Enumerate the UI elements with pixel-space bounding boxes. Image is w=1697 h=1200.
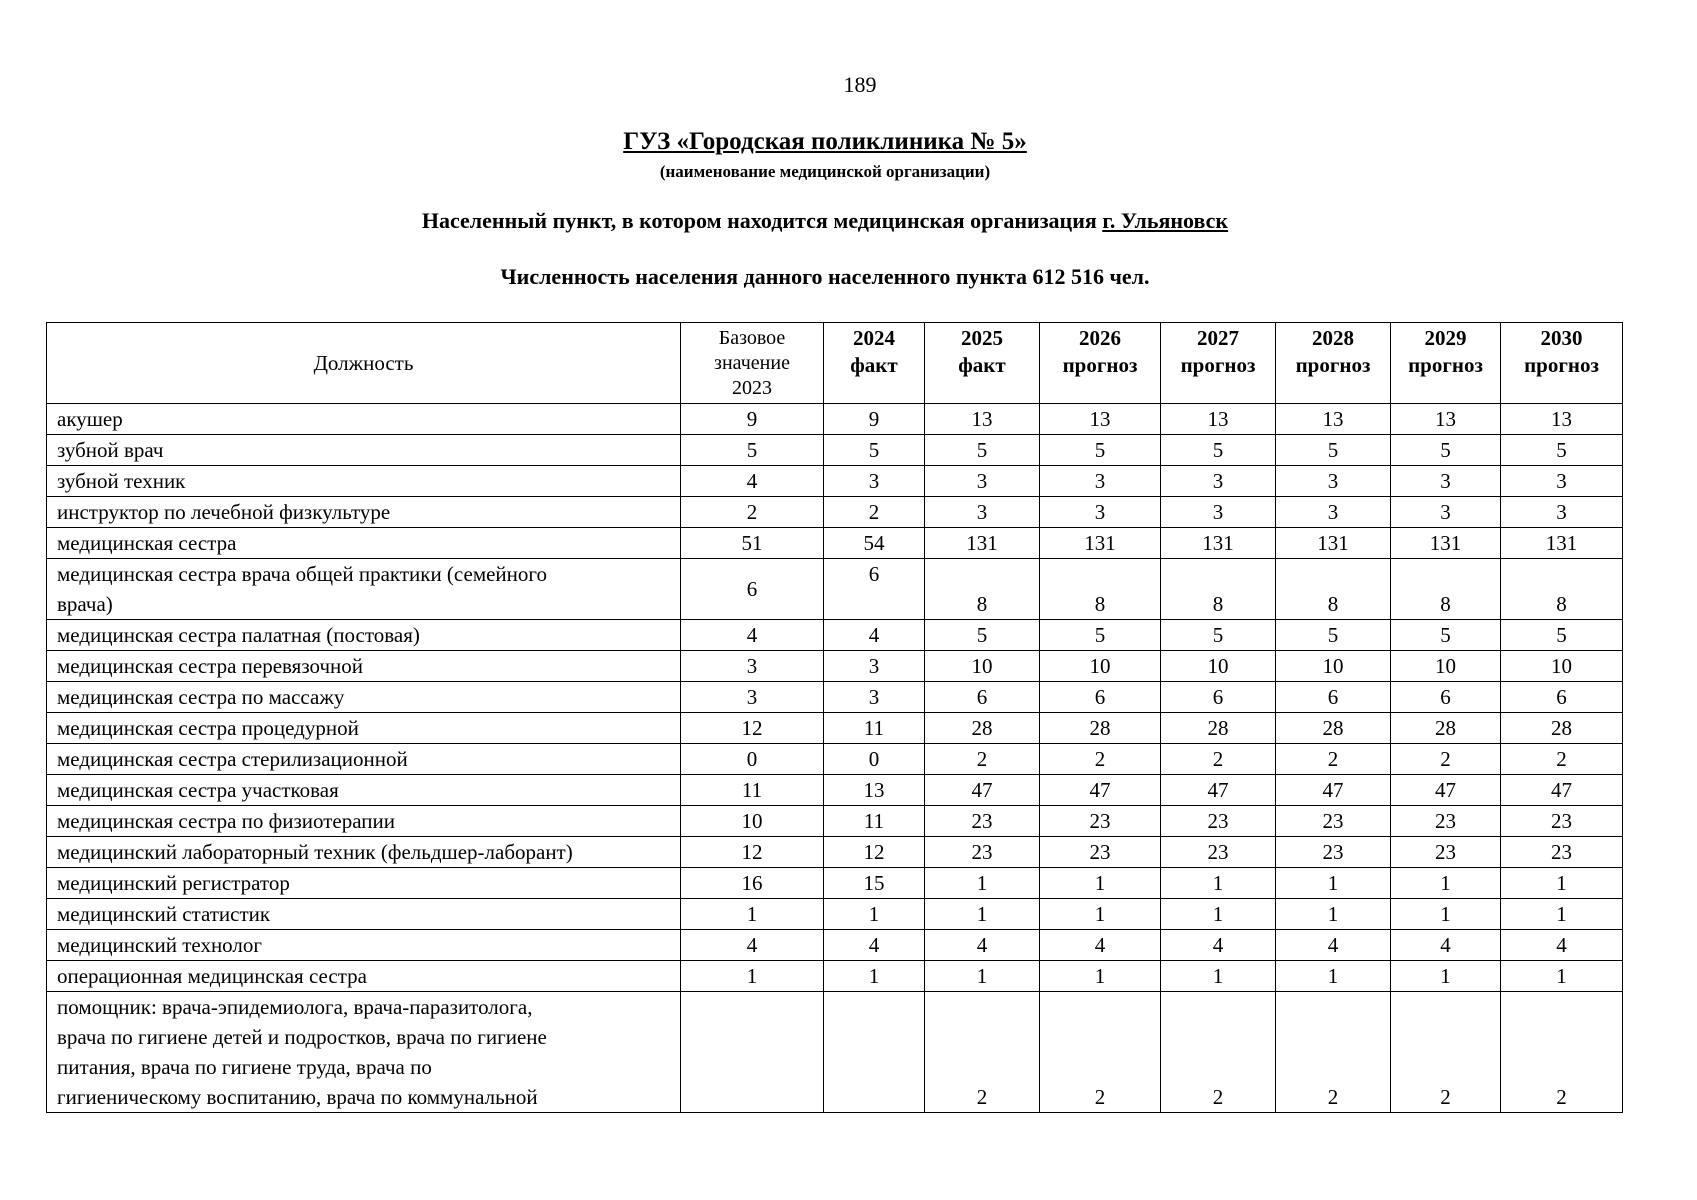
base-value-cell: 51 — [681, 528, 824, 559]
year-value-cell: 0 — [824, 744, 925, 775]
year-value-cell: 1 — [1040, 961, 1161, 992]
table-row — [47, 559, 1623, 620]
year-value-cell: 131 — [1276, 528, 1391, 559]
year-value-cell: 5 — [1501, 435, 1623, 466]
header-year: 2030 — [1540, 326, 1583, 350]
year-value-cell: 6 — [1161, 682, 1276, 713]
year-value-cell: 10 — [1276, 651, 1391, 682]
year-value-cell: 5 — [1276, 620, 1391, 651]
year-value-cell: 15 — [824, 868, 925, 899]
table-row — [47, 435, 1623, 466]
year-value-cell: 6 — [1391, 682, 1501, 713]
year-value-cell: 1 — [1391, 868, 1501, 899]
year-value-cell: 3 — [824, 651, 925, 682]
year-value-cell: 5 — [1040, 435, 1161, 466]
base-value-cell: 0 — [681, 744, 824, 775]
year-value-cell: 131 — [1391, 528, 1501, 559]
base-value-cell: 2 — [681, 497, 824, 528]
year-value-cell: 5 — [1040, 620, 1161, 651]
year-value-cell: 13 — [925, 404, 1040, 435]
year-value-cell: 3 — [925, 466, 1040, 497]
position-line: медицинская сестра врача общей практики (семейного — [57, 562, 548, 586]
organization-name — [0, 128, 1650, 156]
year-value-cell: 9 — [824, 404, 925, 435]
table-row — [47, 528, 1623, 559]
year-value-cell: 3 — [824, 682, 925, 713]
table-row — [47, 466, 1623, 497]
position-cell — [47, 497, 681, 528]
year-value-cell: 23 — [1276, 837, 1391, 868]
year-value-cell: 2 — [1161, 744, 1276, 775]
position-line: врача) — [57, 592, 113, 616]
position-line: медицинский лабораторный техник (фельдшер-лаборант) — [57, 840, 573, 864]
header-year-2024 — [824, 323, 925, 404]
year-value-cell: 3 — [1276, 497, 1391, 528]
year-value-cell: 28 — [1161, 713, 1276, 744]
population-line: Численность населения данного населенного пункта 612 516 чел. — [500, 264, 1150, 289]
year-value-cell: 8 — [1391, 559, 1501, 620]
header-kind: факт — [958, 353, 1006, 377]
table-header-row — [47, 323, 1623, 404]
header-year: 2025 — [961, 326, 1003, 350]
base-value-cell: 4 — [681, 930, 824, 961]
position-cell — [47, 435, 681, 466]
year-value-cell: 3 — [1161, 497, 1276, 528]
year-value-cell: 6 — [925, 682, 1040, 713]
position-line: операционная медицинская сестра — [57, 964, 367, 988]
base-value-cell: 5 — [681, 435, 824, 466]
year-value-cell: 4 — [824, 930, 925, 961]
position-line: медицинская сестра палатная (постовая) — [57, 623, 420, 647]
table-row — [47, 497, 1623, 528]
year-value-cell: 28 — [1391, 713, 1501, 744]
header-kind: прогноз — [1180, 353, 1256, 377]
year-value-cell: 47 — [1276, 775, 1391, 806]
header-year: 2029 — [1424, 326, 1467, 350]
year-value-cell: 5 — [1501, 620, 1623, 651]
year-value-cell: 47 — [1391, 775, 1501, 806]
base-value-cell: 4 — [681, 466, 824, 497]
year-value-cell: 2 — [1391, 744, 1501, 775]
year-value-cell: 10 — [1501, 651, 1623, 682]
position-line: зубной техник — [57, 469, 186, 493]
base-value-cell: 1 — [681, 961, 824, 992]
position-cell — [47, 528, 681, 559]
year-value-cell: 1 — [1501, 899, 1623, 930]
year-value-cell: 3 — [824, 466, 925, 497]
year-value-cell: 8 — [1161, 559, 1276, 620]
year-value-cell: 23 — [925, 837, 1040, 868]
year-value-cell: 2 — [824, 497, 925, 528]
year-value-cell: 3 — [1501, 497, 1623, 528]
table-row — [47, 620, 1623, 651]
header-year: 2027 — [1197, 326, 1239, 350]
position-line: медицинская сестра по физиотерапии — [57, 809, 395, 833]
header-year-2028 — [1276, 323, 1391, 404]
year-value-cell: 13 — [1161, 404, 1276, 435]
year-value-cell: 4 — [1040, 930, 1161, 961]
year-value-cell: 3 — [1276, 466, 1391, 497]
position-cell — [47, 651, 681, 682]
base-value-cell: 10 — [681, 806, 824, 837]
settlement-value: г. Ульяновск — [1102, 208, 1229, 233]
position-cell — [47, 806, 681, 837]
year-value-cell: 1 — [1276, 899, 1391, 930]
table-row — [47, 651, 1623, 682]
position-line: зубной врач — [57, 438, 164, 462]
base-value-cell: 3 — [681, 651, 824, 682]
base-value-cell — [681, 992, 824, 1113]
year-value-cell: 4 — [1276, 930, 1391, 961]
year-value-cell: 4 — [1391, 930, 1501, 961]
year-value-cell: 47 — [1161, 775, 1276, 806]
year-value-cell: 13 — [1501, 404, 1623, 435]
position-line: медицинский регистратор — [57, 871, 290, 895]
position-line: питания, врача по гигиене труда, врача по — [57, 1055, 432, 1079]
year-value-cell: 1 — [1161, 868, 1276, 899]
year-value-cell: 1 — [1391, 899, 1501, 930]
position-line: инструктор по лечебной физкультуре — [57, 500, 391, 524]
year-value-cell: 47 — [1040, 775, 1161, 806]
header-position: Должность — [47, 323, 681, 404]
header-kind: прогноз — [1408, 353, 1483, 377]
base-value-cell: 9 — [681, 404, 824, 435]
header-base-line: значение — [714, 351, 790, 374]
year-value-cell: 23 — [1040, 837, 1161, 868]
year-value-cell: 5 — [925, 620, 1040, 651]
year-value-cell: 2 — [1501, 744, 1623, 775]
table-row — [47, 837, 1623, 868]
year-value-cell: 28 — [1040, 713, 1161, 744]
year-value-cell: 1 — [1161, 899, 1276, 930]
position-line: медицинский статистик — [57, 902, 271, 926]
header-year-2027 — [1161, 323, 1276, 404]
year-value-cell: 23 — [925, 806, 1040, 837]
year-value-cell: 23 — [1276, 806, 1391, 837]
header-base-line: 2023 — [732, 376, 772, 399]
position-line: медицинская сестра участковая — [57, 778, 339, 802]
year-value-cell: 8 — [1276, 559, 1391, 620]
year-value-cell: 2 — [1276, 992, 1391, 1113]
year-value-cell: 5 — [824, 435, 925, 466]
position-line: врача по гигиене детей и подростков, врача по гигиене — [57, 1025, 547, 1049]
year-value-cell: 1 — [1501, 868, 1623, 899]
year-value-cell: 2 — [1161, 992, 1276, 1113]
year-value-cell: 23 — [1391, 837, 1501, 868]
position-line: медицинская сестра — [57, 531, 237, 555]
year-value-cell: 131 — [925, 528, 1040, 559]
year-value-cell: 1 — [925, 868, 1040, 899]
year-value-cell: 3 — [1040, 466, 1161, 497]
base-value-cell: 16 — [681, 868, 824, 899]
position-line: гигиеническому воспитанию, врача по коммунальной — [57, 1085, 538, 1109]
year-value-cell: 5 — [1161, 620, 1276, 651]
year-value-cell: 28 — [925, 713, 1040, 744]
base-value-cell: 11 — [681, 775, 824, 806]
table-row — [47, 682, 1623, 713]
year-value-cell: 23 — [1040, 806, 1161, 837]
year-value-cell: 2 — [925, 744, 1040, 775]
year-value-cell: 2 — [1501, 992, 1623, 1113]
position-line: медицинская сестра перевязочной — [57, 654, 363, 678]
position-line: помощник: врача-эпидемиолога, врача-паразитолога, — [57, 995, 533, 1019]
year-value-cell: 6 — [1040, 682, 1161, 713]
position-cell — [47, 744, 681, 775]
page-number: 189 — [843, 72, 877, 97]
position-line: медицинская сестра стерилизационной — [57, 747, 408, 771]
settlement-line — [0, 208, 1650, 234]
header-year-2030 — [1501, 323, 1623, 404]
position-line: медицинская сестра процедурной — [57, 716, 359, 740]
header-kind: факт — [850, 353, 898, 377]
year-value-cell: 6 — [1276, 682, 1391, 713]
year-value-cell: 131 — [1501, 528, 1623, 559]
year-value-cell: 10 — [1040, 651, 1161, 682]
year-value-cell: 11 — [824, 713, 925, 744]
year-value-cell: 1 — [925, 899, 1040, 930]
year-value-cell: 6 — [1501, 682, 1623, 713]
year-value-cell: 23 — [1391, 806, 1501, 837]
table-row — [47, 868, 1623, 899]
header-base-value — [681, 323, 824, 404]
year-value-cell: 1 — [1501, 961, 1623, 992]
year-value-cell: 12 — [824, 837, 925, 868]
year-value-cell: 3 — [1501, 466, 1623, 497]
table-row — [47, 713, 1623, 744]
year-value-cell: 47 — [925, 775, 1040, 806]
year-value-cell: 1 — [1040, 868, 1161, 899]
year-value-cell: 13 — [1391, 404, 1501, 435]
organization-caption: (наименование медицинской организации) — [659, 162, 991, 181]
table-row — [47, 930, 1623, 961]
year-value-cell: 1 — [925, 961, 1040, 992]
year-value-cell: 47 — [1501, 775, 1623, 806]
year-value-cell: 8 — [925, 559, 1040, 620]
year-value-cell: 8 — [1040, 559, 1161, 620]
year-value-cell: 6 — [824, 559, 925, 620]
position-cell — [47, 682, 681, 713]
year-value-cell: 1 — [1040, 899, 1161, 930]
year-value-cell: 131 — [1161, 528, 1276, 559]
header-kind: прогноз — [1524, 353, 1599, 377]
table-row — [47, 775, 1623, 806]
position-line: медицинский технолог — [57, 933, 262, 957]
year-value-cell: 13 — [824, 775, 925, 806]
year-value-cell: 3 — [925, 497, 1040, 528]
year-value-cell: 28 — [1501, 713, 1623, 744]
year-value-cell: 4 — [824, 620, 925, 651]
year-value-cell: 1 — [824, 899, 925, 930]
table-row — [47, 899, 1623, 930]
year-value-cell: 23 — [1501, 806, 1623, 837]
base-value-cell: 12 — [681, 713, 824, 744]
position-cell — [47, 775, 681, 806]
year-value-cell: 4 — [925, 930, 1040, 961]
year-value-cell: 5 — [1391, 620, 1501, 651]
settlement-label: Населенный пункт, в котором находится медицинская организация — [421, 208, 1097, 233]
base-value-cell: 3 — [681, 682, 824, 713]
base-value-cell: 12 — [681, 837, 824, 868]
year-value-cell: 23 — [1501, 837, 1623, 868]
year-value-cell: 1 — [1276, 868, 1391, 899]
staffing-table — [46, 322, 1623, 1113]
year-value-cell: 13 — [1040, 404, 1161, 435]
year-value-cell: 5 — [1161, 435, 1276, 466]
header-year: 2028 — [1312, 326, 1354, 350]
year-value-cell: 10 — [1391, 651, 1501, 682]
organization-name-text: ГУЗ «Городская поликлиника № 5» — [623, 128, 1027, 155]
year-value-cell: 1 — [1276, 961, 1391, 992]
position-cell — [47, 930, 681, 961]
position-cell — [47, 559, 681, 620]
table-row — [47, 961, 1623, 992]
year-value-cell — [824, 992, 925, 1113]
table-row — [47, 744, 1623, 775]
header-base-line: Базовое — [718, 326, 786, 349]
year-value-cell: 28 — [1276, 713, 1391, 744]
position-cell — [47, 713, 681, 744]
year-value-cell: 5 — [1391, 435, 1501, 466]
position-cell — [47, 620, 681, 651]
year-value-cell: 3 — [1040, 497, 1161, 528]
year-value-cell: 2 — [1391, 992, 1501, 1113]
position-cell — [47, 868, 681, 899]
year-value-cell: 13 — [1276, 404, 1391, 435]
year-value-cell: 131 — [1040, 528, 1161, 559]
header-kind: прогноз — [1062, 353, 1138, 377]
year-value-cell: 2 — [925, 992, 1040, 1113]
position-line: акушер — [57, 407, 123, 431]
position-cell — [47, 992, 681, 1113]
year-value-cell: 2 — [1276, 744, 1391, 775]
position-cell — [47, 961, 681, 992]
year-value-cell: 10 — [925, 651, 1040, 682]
header-year-2025 — [925, 323, 1040, 404]
year-value-cell: 1 — [824, 961, 925, 992]
year-value-cell: 3 — [1391, 466, 1501, 497]
year-value-cell: 5 — [1276, 435, 1391, 466]
position-cell — [47, 899, 681, 930]
position-cell — [47, 466, 681, 497]
position-cell — [47, 404, 681, 435]
year-value-cell: 3 — [1391, 497, 1501, 528]
year-value-cell: 23 — [1161, 837, 1276, 868]
position-line: медицинская сестра по массажу — [57, 685, 345, 709]
base-value-cell: 1 — [681, 899, 824, 930]
year-value-cell: 2 — [1040, 992, 1161, 1113]
header-year: 2026 — [1079, 326, 1121, 350]
table-row — [47, 404, 1623, 435]
base-value-cell: 6 — [681, 559, 824, 620]
header-year: 2024 — [853, 326, 895, 350]
year-value-cell: 1 — [1161, 961, 1276, 992]
year-value-cell: 3 — [1161, 466, 1276, 497]
position-cell — [47, 837, 681, 868]
year-value-cell: 54 — [824, 528, 925, 559]
year-value-cell: 4 — [1161, 930, 1276, 961]
table-body — [47, 404, 1623, 1113]
table-row — [47, 992, 1623, 1113]
year-value-cell: 4 — [1501, 930, 1623, 961]
year-value-cell: 2 — [1040, 744, 1161, 775]
year-value-cell: 11 — [824, 806, 925, 837]
table-row — [47, 806, 1623, 837]
year-value-cell: 10 — [1161, 651, 1276, 682]
header-year-2026 — [1040, 323, 1161, 404]
year-value-cell: 1 — [1391, 961, 1501, 992]
year-value-cell: 23 — [1161, 806, 1276, 837]
year-value-cell: 5 — [925, 435, 1040, 466]
year-value-cell: 8 — [1501, 559, 1623, 620]
base-value-cell: 4 — [681, 620, 824, 651]
header-year-2029 — [1391, 323, 1501, 404]
header-kind: прогноз — [1295, 353, 1371, 377]
